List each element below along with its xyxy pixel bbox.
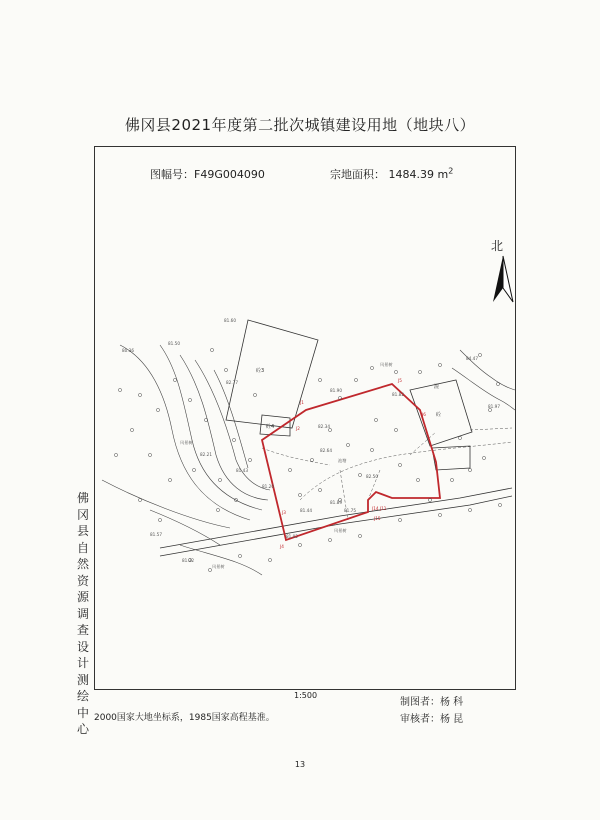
label-elev-16: 81.44: [300, 508, 312, 513]
label-elev-8: 82.50: [366, 474, 378, 479]
organization-side-label: 佛冈县自然资源调查设计测绘中心: [76, 491, 89, 736]
label-elev-9: 81.20: [262, 484, 274, 489]
scale-label: 1:500: [294, 691, 318, 700]
label-elev-3: 82.77: [226, 380, 238, 385]
drafter-label: 制图者：杨 科: [400, 697, 464, 708]
label-building-right: 混: [434, 384, 440, 390]
survey-points: [114, 348, 501, 571]
label-j1: J1: [300, 400, 304, 405]
map-title: 佛冈县2021年度第二批次城镇建设用地（地块八）: [124, 116, 476, 134]
label-elev-13: 81.89: [330, 500, 342, 505]
parcel-boundary: [262, 384, 440, 540]
label-building-small: 砼4: [266, 424, 275, 430]
reviewer-label: 审核者：杨 昆: [400, 714, 464, 725]
label-elev-11: 81.82: [392, 392, 404, 397]
label-building-big: 砼3: [256, 368, 265, 374]
label-elev-5: 81.90: [330, 388, 342, 393]
label-j14-j11: J14 J11: [372, 506, 387, 511]
sheet-number: 图幅号：F49G004090: [150, 168, 265, 181]
label-elev-18: 80.36: [122, 348, 134, 353]
label-elev-7: 81.43: [236, 468, 248, 473]
label-elev-20: 81.57: [150, 532, 162, 537]
label-j15: J15: [374, 516, 381, 521]
label-elev-19: 82.21: [200, 452, 212, 457]
label-elev-15: 81.02: [286, 534, 298, 539]
label-elev-1: 81.60: [224, 318, 236, 323]
parcel-area-value: 宗地面积： 1484.39: [330, 168, 434, 181]
contour-lines: [102, 345, 515, 575]
label-j3: J3: [282, 510, 286, 515]
building-right2: [432, 446, 470, 470]
label-building-right2: 砼: [436, 412, 442, 418]
label-wind-forest-2: 风景树: [380, 362, 393, 367]
label-wind-forest-3: 风景树: [334, 528, 347, 533]
label-elev-6: 82.64: [320, 448, 332, 453]
label-road: 池塘: [338, 458, 347, 463]
label-j6: J6: [422, 412, 426, 417]
label-elev-14: 81.75: [344, 508, 356, 513]
north-arrow-icon: [493, 256, 513, 302]
parcel-area-unit-sup: 2: [448, 166, 454, 176]
label-j5: J5: [398, 378, 402, 383]
label-elev-10: 84.47: [466, 356, 478, 361]
label-elev-17: 81.32: [182, 558, 194, 563]
label-wind-forest-4: 风景树: [212, 564, 225, 569]
label-j2: J2: [296, 426, 300, 431]
label-elev-4: 82.34: [318, 424, 330, 429]
label-j4: J4: [280, 544, 284, 549]
building-small: [260, 415, 290, 436]
parcel-area-unit: m: [437, 168, 449, 181]
label-elev-12: 81.97: [488, 404, 500, 409]
label-wind-forest-1: 风景树: [180, 440, 193, 445]
dashed-paths: [262, 428, 512, 520]
page-number: 13: [294, 760, 306, 769]
north-label: 北: [491, 239, 504, 253]
coordinate-system-note: 2000国家大地坐标系，1985国家高程基准。: [94, 713, 275, 723]
label-elev-2: 81.50: [168, 341, 180, 346]
